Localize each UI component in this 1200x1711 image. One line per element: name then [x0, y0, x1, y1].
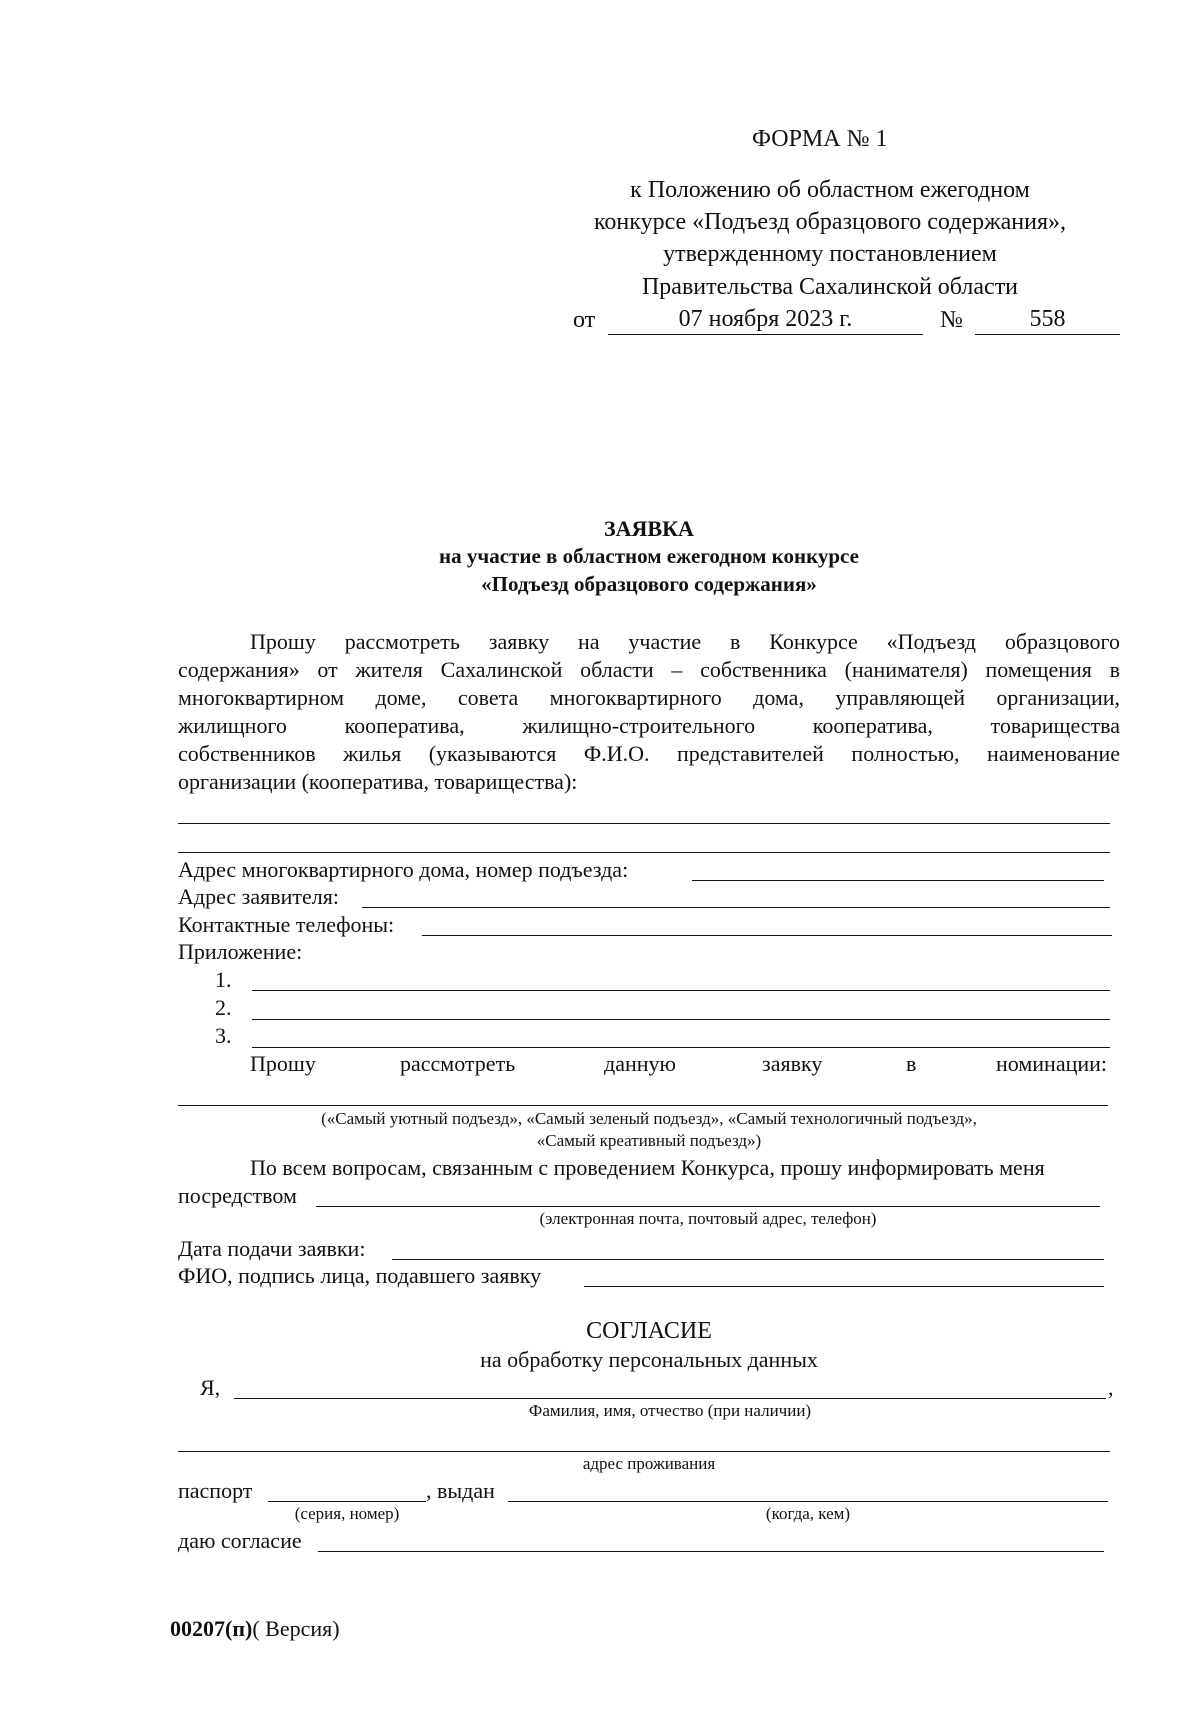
decree-number: 558: [1029, 306, 1066, 332]
consent-give-field[interactable]: [318, 1551, 1104, 1552]
issued-hint: (когда, кем): [765, 1504, 851, 1523]
nomination-hint-2: «Самый креативный подъезд»): [536, 1131, 762, 1150]
signature-label: ФИО, подпись лица, подавшего заявку: [178, 1263, 542, 1288]
submit-date-label: Дата подачи заявки:: [178, 1236, 366, 1261]
consent-comma: ,: [1108, 1375, 1114, 1400]
passport-label: паспорт: [178, 1478, 253, 1503]
inform-line-2: посредством: [178, 1183, 297, 1208]
signature-field[interactable]: [584, 1286, 1104, 1287]
attachment-field-2[interactable]: [252, 1019, 1110, 1020]
intro-line-5: собственников жилья (указываются Ф.И.О. представителей полностью, наименование: [178, 741, 1120, 766]
footer-code: 00207(п): [170, 1616, 253, 1641]
representatives-line-2[interactable]: [178, 852, 1110, 853]
applicant-address-field[interactable]: [362, 907, 1110, 908]
applicant-address-label: Адрес заявителя:: [178, 884, 339, 909]
consent-give-label: даю согласие: [178, 1528, 302, 1553]
consent-address-field[interactable]: [178, 1451, 1110, 1452]
consent-address-hint: адрес проживания: [582, 1454, 716, 1473]
attachment-number-2: 2.: [215, 995, 232, 1020]
form-title: ФОРМА № 1: [752, 126, 888, 152]
nomination-word-6: номинации:: [996, 1051, 1108, 1076]
phones-field[interactable]: [422, 935, 1112, 936]
intro-line-4: жилищного кооператива, жилищно-строительного кооператива, товарищества: [178, 713, 1120, 738]
building-address-field[interactable]: [692, 880, 1104, 881]
attachment-number-3: 3.: [215, 1023, 232, 1048]
application-subtitle-1: на участие в областном ежегодном конкурсе: [439, 544, 859, 568]
consent-title: СОГЛАСИЕ: [586, 1318, 712, 1344]
appendix-line-4: Правительства Сахалинской области: [641, 274, 1019, 300]
nomination-field[interactable]: [178, 1105, 1108, 1106]
decree-date: 07 ноября 2023 г.: [678, 306, 853, 332]
intro-line-1: Прошу рассмотреть заявку на участие в Конкурсе «Подъезд образцового: [250, 629, 1120, 654]
appendix-line-2: конкурсе «Подъезд образцового содержания»,: [593, 209, 1067, 235]
appendix-line-1: к Положению об областном ежегодном: [630, 177, 1030, 203]
attachment-field-3[interactable]: [252, 1047, 1110, 1048]
application-title: ЗАЯВКА: [604, 516, 694, 541]
consent-fio-field[interactable]: [234, 1398, 1106, 1399]
application-subtitle-2: «Подъезд образцового содержания»: [481, 572, 817, 596]
attachment-label: Приложение:: [178, 939, 303, 964]
footer: [170, 1615, 340, 1643]
decree-number-line: [975, 334, 1120, 335]
nomination-hint-1: («Самый уютный подъезд», «Самый зеленый подъезд», «Самый технологичный подъезд»,: [321, 1109, 977, 1128]
nomination-word-2: рассмотреть: [400, 1051, 516, 1076]
nomination-word-3: данную: [604, 1051, 676, 1076]
building-address-label: Адрес многоквартирного дома, номер подъезда:: [178, 857, 629, 882]
intro-line-2: содержания» от жителя Сахалинской области – собственника (нанимателя) помещения в: [178, 657, 1120, 682]
issued-label: , выдан: [426, 1478, 495, 1503]
inform-line-1: По всем вопросам, связанным с проведением Конкурса, прошу информировать меня: [250, 1155, 1045, 1180]
submit-date-field[interactable]: [392, 1259, 1104, 1260]
attachment-field-1[interactable]: [252, 990, 1110, 991]
date-prefix: от: [573, 307, 596, 333]
number-label: №: [940, 307, 963, 333]
phones-label: Контактные телефоны:: [178, 912, 395, 937]
intro-paragraph: [178, 628, 1120, 796]
nomination-word-4: заявку: [762, 1051, 823, 1076]
inform-hint: (электронная почта, почтовый адрес, телефон): [539, 1209, 877, 1228]
issued-field[interactable]: [508, 1501, 1108, 1502]
intro-line-3: многоквартирном доме, совета многоквартирного дома, управляющей организации,: [178, 685, 1120, 710]
consent-subtitle: на обработку персональных данных: [480, 1347, 818, 1372]
attachment-number-1: 1.: [215, 967, 232, 992]
footer-version: ( Версия): [252, 1616, 340, 1641]
consent-fio-hint: Фамилия, имя, отчество (при наличии): [528, 1401, 812, 1420]
nomination-word-5: в: [906, 1051, 917, 1076]
decree-date-line: [608, 334, 923, 335]
consent-i-label: Я,: [200, 1375, 221, 1400]
passport-field[interactable]: [268, 1501, 426, 1502]
inform-field[interactable]: [316, 1206, 1100, 1207]
nomination-word-1: Прошу: [250, 1051, 316, 1076]
representatives-line-1[interactable]: [178, 823, 1110, 824]
appendix-line-3: утвержденному постановлением: [663, 241, 997, 267]
passport-hint: (серия, номер): [294, 1504, 400, 1523]
intro-line-6: организации (кооператива, товарищества):: [178, 769, 578, 794]
